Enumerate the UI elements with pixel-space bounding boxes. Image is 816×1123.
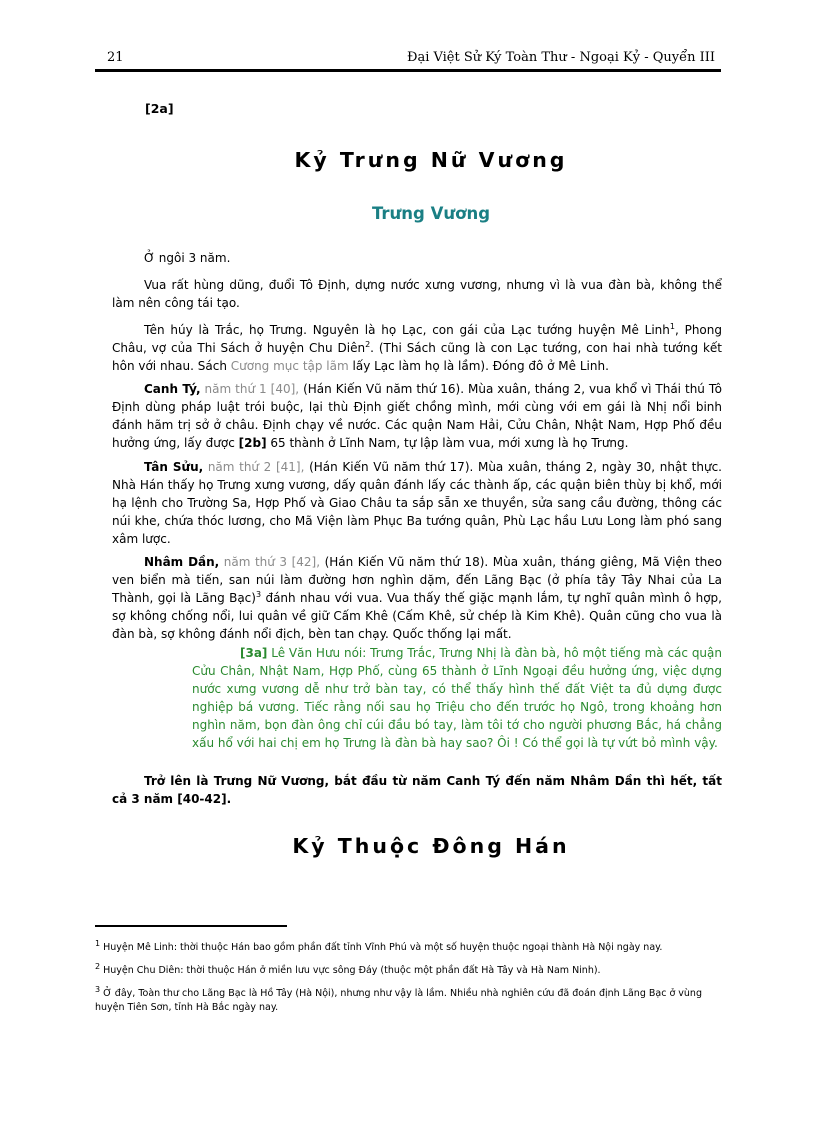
year-number-2: năm thứ 2 [41], xyxy=(203,460,305,474)
nham-dan-text-a: (Hán Kiến Vũ năm thứ 18). Mùa xuân, tháng giêng, Mã Viện theo ven biển mà tiến, san núi làm đường hơn nghìn dặm, đến Lãng Bạc (ở phía tây Tây Nhai của La Thành, gọi là Lãng Bạc) xyxy=(112,555,723,605)
footnote-ref-3[interactable]: 3 xyxy=(255,590,262,599)
footnote-1 xyxy=(95,938,725,955)
tan-suu-text: (Hán Kiến Vũ năm thứ 17). Mùa xuân, tháng 2, ngày 30, nhật thực. Nhà Hán thấy họ Trưng xưng vương, dấy quân đánh lấy các thành ấp, các quận biên thùy bị khổ, mới hạ lệnh cho Trường Sa, Hợp Phố và Giao Châu ta sắp sẵn xe thuyền, sửa sang cầu đường, thông các núi khe, chứa thóc lương, cho Mã Viện làm Phục Ba tướng quân, Phù Lạc hầu Lưu Long làm phó sang xâm lược. xyxy=(112,460,722,546)
nham-dan-text-b: đánh nhau với vua. Vua thấy thế giặc mạnh lắm, tự nghĩ quân mình ô hợp, sợ không chống nổi, lui quân về giữ Cấm Khê (Cấm Khê, sử chép là Kim Khê). Quân cũng cho vua là đàn bà, sợ không đánh nổi địch, bèn tan chạy. Quốc thống lại mất. xyxy=(112,591,722,641)
year-nham-dan: Nhâm Dần, xyxy=(144,555,220,569)
paragraph-canh-ty xyxy=(112,380,722,452)
name-text-d: lấy Lạc làm họ là lầm). Đóng đô ở Mê Linh. xyxy=(348,359,609,373)
footnote-text-2: Huyện Chu Diên: thời thuộc Hán ở miền lưu vực sông Đáy (thuộc một phần đất Hà Tây và Hà Nam Ninh). xyxy=(100,965,601,976)
commentary-text: Lê Văn Hưu nói: Trưng Trắc, Trưng Nhị là đàn bà, hô một tiếng mà các quận Cửu Chân, Nhật Nam, Hợp Phố, cùng 65 thành ở Lĩnh Ngoại đều hưởng ứng, việc dựng nước xưng vương dễ như trở bàn tay, có thể thấy hình thế đất Việt ta đủ dựng được nghiệp bá vương. Tiếc rằng nối sau họ Triệu cho đến trước họ Ngô, trong khoảng hơn nghìn năm, bọn đàn ông chỉ cúi đầu bó tay, làm tôi tớ cho người phương Bắc, há chẳng xấu hổ với hai chị em họ Trưng là đàn bà hay sao? Ôi ! Có thể gọi là tự vứt bỏ mình vậy. xyxy=(192,646,722,750)
footnote-rule xyxy=(95,925,287,927)
paragraph-tan-suu xyxy=(112,458,722,548)
year-number-3: năm thứ 3 [42], xyxy=(219,555,321,569)
footnote-num-1: 1 xyxy=(95,938,101,948)
canh-ty-text-b: 65 thành ở Lĩnh Nam, tự lập làm vua, mới xưng là họ Trưng. xyxy=(266,436,629,450)
paragraph-summary xyxy=(112,772,722,808)
section-marker-2b: [2b] xyxy=(238,436,267,450)
name-text-c: . (Thi Sách cũng là con Lạc tướng, con hai nhà tướng kết hôn với nhau. Sách xyxy=(112,341,722,373)
header-title: Đại Việt Sử Ký Toàn Thư - Ngoại Kỷ - Quyển III xyxy=(406,50,715,65)
year-canh-ty: Canh Tý, xyxy=(144,382,201,396)
footnote-2 xyxy=(95,961,725,978)
running-header xyxy=(95,50,721,70)
year-tan-suu: Tân Sửu, xyxy=(144,460,204,474)
paragraph-reign xyxy=(112,249,722,267)
reign-text: Ở ngôi 3 năm. xyxy=(144,251,231,265)
summary-text: Trở lên là Trưng Nữ Vương, bắt đầu từ năm Canh Tý đến năm Nhâm Dần thì hết, tất cả 3 năm [40-42]. xyxy=(112,774,722,806)
footnote-num-3: 3 xyxy=(95,984,101,994)
paragraph-name xyxy=(112,321,722,375)
chapter-title: Kỷ Trưng Nữ Vương xyxy=(294,148,568,172)
footnote-ref-1[interactable]: 1 xyxy=(669,322,675,331)
year-number-1: năm thứ 1 [40], xyxy=(200,382,300,396)
name-text-b: , Phong Châu, vợ của Thi Sách ở huyện Chu Diên xyxy=(112,323,722,355)
evaluation-text: Vua rất hùng dũng, đuổi Tô Định, dựng nước xưng vương, nhưng vì là vua đàn bà, không thể làm nên công tái tạo. xyxy=(112,278,722,310)
name-text-a: Tên húy là Trắc, họ Trưng. Nguyên là họ Lạc, con gái của Lạc tướng huyện Mê Linh xyxy=(144,323,670,337)
header-rule xyxy=(95,69,721,72)
footnote-3 xyxy=(95,984,725,1015)
next-chapter-title: Kỷ Thuộc Đông Hán xyxy=(292,834,570,858)
commentary-block xyxy=(192,644,722,752)
section-marker-3a: [3a] xyxy=(240,646,268,660)
paragraph-nham-dan xyxy=(112,553,722,643)
section-marker-2a: [2a] xyxy=(145,101,174,116)
footnote-ref-2[interactable]: 2 xyxy=(365,340,371,349)
paragraph-evaluation xyxy=(112,276,722,312)
section-subtitle: Trưng Vương xyxy=(371,204,491,223)
canh-ty-text-a: (Hán Kiến Vũ năm thứ 16). Mùa xuân, tháng 2, vua khổ vì Thái thú Tô Định dùng pháp luật trói buộc, lại thù Định giết chồng mình, mới cùng với em gái là Nhị nổi binh đánh hãm trị sở ở châu. Định chạy về nước. Các quận Nam Hải, Cửu Chân, Nhật Nam, Hợp Phố đều hưởng ứng, lấy được xyxy=(112,382,722,450)
footnote-text-1: Huyện Mê Linh: thời thuộc Hán bao gồm phần đất tỉnh Vĩnh Phú và một số huyện thuộc ngoại thành Hà Nội ngày nay. xyxy=(100,942,663,953)
book-reference: Cương mục tập lãm xyxy=(230,359,349,373)
footnote-text-3: Ở đây, Toàn thư cho Lãng Bạc là Hồ Tây (Hà Nội), nhưng như vậy là lầm. Nhiều nhà nghiên cứu đã đoán định Lãng Bạc ở vùng huyện Tiên Sơn, tỉnh Hà Bắc ngày nay. xyxy=(95,988,702,1013)
footnote-num-2: 2 xyxy=(95,961,101,971)
page-number: 21 xyxy=(107,50,124,65)
